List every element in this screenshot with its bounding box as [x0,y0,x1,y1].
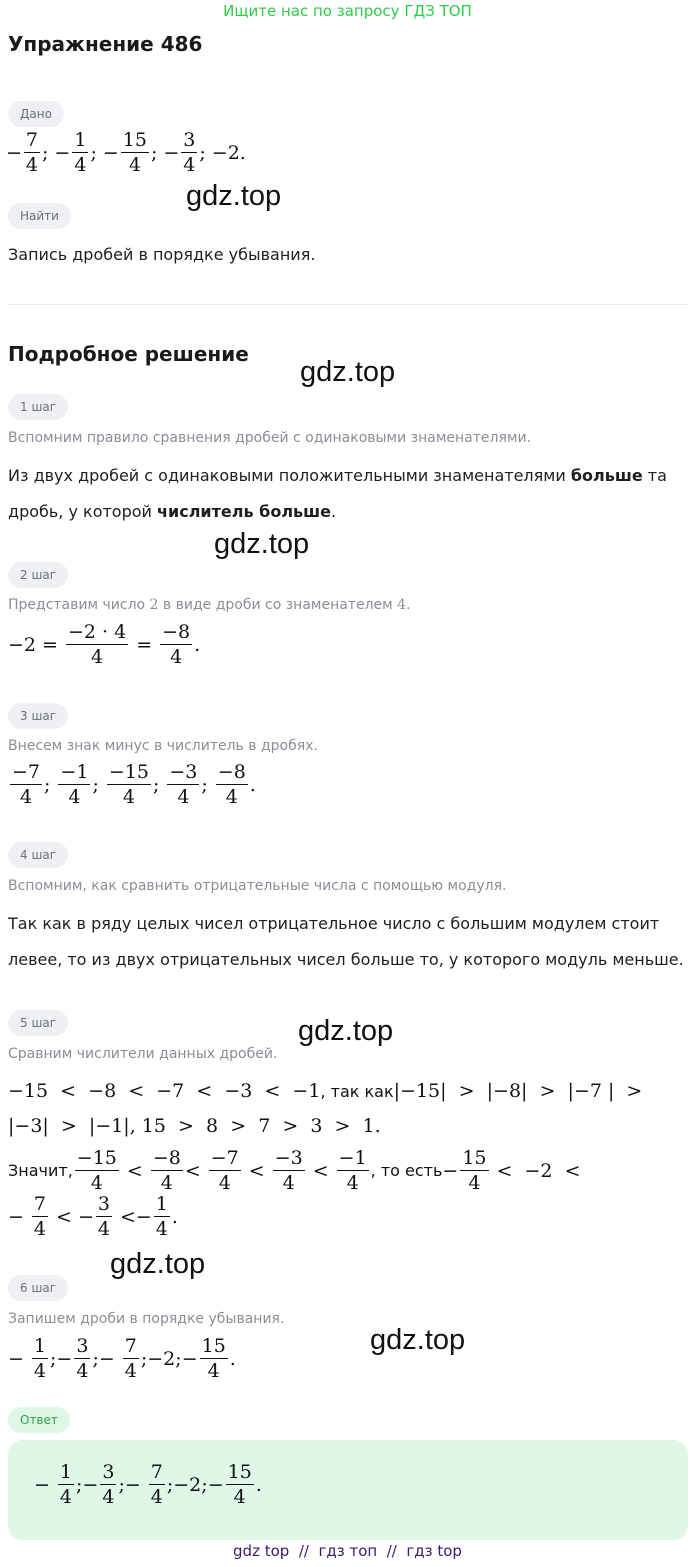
find-text: Запись дробей в порядке убывания. [8,245,316,264]
numerator: 15 [462,1147,487,1169]
step-pill: 5 шаг [8,1010,68,1036]
fraction [32,1194,48,1239]
step-1-label [8,394,68,420]
watermark: gdz.top [214,528,310,560]
watermark: gdz.top [110,1248,206,1280]
fraction [460,1148,488,1193]
solution-title: Подробное решение [8,342,249,366]
step-3-label [8,703,68,729]
fraction [337,1148,369,1193]
step-2-label [8,562,68,588]
minus-sign: − [181,1347,198,1370]
step-6-hint: Запишем дроби в порядке убывания. [8,1311,285,1327]
step-4-label [8,842,68,868]
minus-sign: − [442,1159,459,1182]
dot: . [255,1473,262,1496]
denominator: 4 [170,646,183,668]
fraction [32,1336,48,1381]
separator: ; [201,1473,208,1496]
find-label [8,203,71,229]
denominator: 4 [225,786,238,808]
step-pill: 3 шаг [8,703,68,729]
minus-sign: − [124,1473,141,1496]
denominator: 4 [122,786,135,808]
numerator: −3 [169,761,198,783]
denominator: 4 [25,154,39,176]
minus-sign: − [8,1347,24,1370]
footer-links[interactable]: gdz top // гдз топ // гдз top [233,1542,462,1560]
numerator: 15 [227,1461,252,1483]
step-pill: 4 шаг [8,842,68,868]
fraction [10,762,42,807]
step-5-label [8,1010,68,1036]
denominator: 4 [124,1360,137,1382]
numerator: −1 [338,1147,367,1169]
numerator: 3 [76,1335,89,1357]
separator: ; [175,1347,182,1370]
fraction [273,1148,305,1193]
denominator: 4 [76,1360,89,1382]
step-5-hint: Сравним числители данных дробей. [8,1046,278,1062]
step-5-row-2 [8,1111,381,1141]
numerator: 3 [102,1461,115,1483]
step-3-hint: Внесем знак минус в числитель в дробях. [8,738,318,754]
separator: ; [90,141,97,164]
inequality: , 15 > 8 > 7 > 3 > 1. [129,1115,381,1137]
denominator: 4 [207,1360,220,1382]
separator: ; [150,141,158,164]
denominator: 4 [282,1172,295,1194]
fraction [160,622,192,667]
bold-text: больше [570,466,643,485]
denominator: 4 [91,646,104,668]
text: Из двух дробей с одинаковыми положительными знаменателями [8,466,571,485]
text: Значит, [8,1161,73,1180]
given-pill: Дано [8,101,64,127]
step-5-row-3 [8,1148,581,1193]
denominator: 4 [33,1218,47,1240]
separator: ; [50,1347,57,1370]
fraction [74,1336,90,1381]
fraction [107,762,151,807]
text: в виде дроби со знаменателем [158,597,398,613]
step-1-line-2 [8,493,336,530]
fraction [72,130,88,175]
less-than: < [119,1205,136,1228]
fraction [96,1194,112,1239]
fraction [121,130,149,175]
denominator: 4 [68,786,81,808]
numerator: −7 [12,761,41,783]
numerator: 7 [33,1193,47,1215]
numerator: −3 [274,1147,303,1169]
less-than: < [126,1159,143,1182]
fraction [123,1336,139,1381]
fraction [226,1462,254,1507]
denominator: 4 [102,1486,115,1508]
minus-sign: − [102,141,119,164]
bold-text: числитель больше [157,502,332,521]
watermark: gdz.top [298,1015,394,1047]
numerator: 7 [124,1335,137,1357]
numerator: 15 [122,129,147,151]
lhs: −2 = [8,633,58,656]
watermark: gdz.top [370,1324,466,1356]
denominator: 4 [128,154,141,176]
numerator: 7 [25,129,39,151]
minus-sign: − [98,1347,115,1370]
minus-sign: − [34,1473,50,1496]
fraction [181,130,197,175]
step-5-row-1 [8,1076,642,1106]
inequality: |−3| > |−1| [8,1115,130,1137]
separator: ; [92,1347,99,1370]
denominator: 4 [183,154,196,176]
numerator: 1 [33,1335,47,1357]
number: 2 [149,597,159,613]
denominator: 4 [218,1172,231,1194]
step-6-result [8,1336,236,1381]
denominator: 4 [346,1172,359,1194]
step-4-line-2: левее, то из двух отрицательных чисел больше то, у которого модуль меньше. [8,950,684,969]
numerator: −2 · 4 [67,621,127,643]
watermark: gdz.top [300,356,396,388]
denominator: 4 [33,1360,47,1382]
minus-two: −2. [211,141,246,164]
separator: ; [199,141,206,164]
fraction [100,1462,116,1507]
step-2-equation [8,622,200,667]
denominator: 4 [233,1486,246,1508]
minus-sign: − [6,141,22,164]
find-pill: Найти [8,203,71,229]
minus-sign: − [8,1205,24,1228]
denominator: 4 [74,154,87,176]
fraction [209,1148,241,1193]
step-1-line-1 [8,457,667,494]
dot: . [229,1347,236,1370]
denominator: 4 [59,1486,73,1508]
answer-result [34,1462,262,1507]
minus-sign: − [56,1347,73,1370]
numerator: 1 [155,1193,168,1215]
numerator: −7 [210,1147,239,1169]
separator: ; [76,1473,83,1496]
denominator: 4 [19,786,33,808]
numerator: 7 [150,1461,163,1483]
fraction [66,622,128,667]
fraction [216,762,248,807]
numerator: −8 [152,1147,181,1169]
minus-sign: − [207,1473,224,1496]
step-pill: 6 шаг [8,1275,68,1301]
less-than: < [184,1159,201,1182]
separator: ; [42,141,49,164]
fraction [167,762,199,807]
fraction [58,1462,74,1507]
dot: . [194,633,201,656]
given-fractions [6,130,246,175]
denominator: 4 [150,1486,163,1508]
answer-label [8,1407,70,1433]
numerator: −15 [76,1147,117,1169]
separator: ; [118,1473,125,1496]
text: . [406,597,411,613]
text: , то есть [370,1161,443,1180]
numerator: 3 [183,129,196,151]
watermark: gdz.top [186,180,282,212]
fraction [200,1336,228,1381]
step-2-hint [8,597,411,613]
separator: ; [140,1347,148,1370]
denominator: 4 [177,786,190,808]
text: дробь, у которой [8,502,158,521]
step-3-fractions [8,762,256,807]
step-4-hint: Вспомним, как сравнить отрицательные числа с помощью модуля. [8,878,507,894]
inequality: |−15| > |−8| > |−7 | > [393,1080,643,1102]
less-than: < [248,1159,265,1182]
page-title: Упражнение 486 [8,32,203,56]
separator: ; [152,773,160,796]
fraction [24,130,40,175]
minus-two: −2 [173,1473,202,1496]
text: Представим число [8,597,150,613]
numerator: −8 [162,621,191,643]
denominator: 4 [97,1218,110,1240]
less-than: < [56,1205,72,1228]
text: , так как [320,1081,394,1101]
text: . [331,502,337,521]
minus-sign: − [77,1205,94,1228]
fraction [151,1148,183,1193]
dot: . [249,773,256,796]
numerator: 1 [74,129,87,151]
number: 4 [397,597,407,613]
fraction [58,762,90,807]
step-pill: 1 шаг [8,394,68,420]
less-than: < [312,1159,329,1182]
given-label [8,101,64,127]
numerator: 3 [97,1193,110,1215]
denominator: 4 [155,1218,168,1240]
fraction [154,1194,170,1239]
step-6-label [8,1275,68,1301]
search-banner[interactable]: Ищите нас по запросу ГДЗ ТОП [223,2,472,20]
denominator: 4 [468,1172,481,1194]
step-pill: 2 шаг [8,562,68,588]
numerator: −15 [108,761,149,783]
minus-sign: − [82,1473,99,1496]
divider [8,304,688,305]
denominator: 4 [160,1172,173,1194]
separator: ; [166,1473,174,1496]
denominator: 4 [90,1172,103,1194]
step-1-hint: Вспомним правило сравнения дробей с одинаковыми знаменателями. [8,430,532,446]
numerator: −1 [60,761,89,783]
step-4-line-1: Так как в ряду целых чисел отрицательное число с большим модулем стоит [8,914,660,933]
minus-sign: − [135,1205,152,1228]
separator: ; [201,773,208,796]
separator: ; [44,773,51,796]
inequality: < −2 < [496,1159,581,1182]
inequality: −15 < −8 < −7 < −3 < −1 [8,1080,321,1102]
numerator: 1 [59,1461,73,1483]
minus-sign: − [54,141,71,164]
text: та [642,466,667,485]
minus-two: −2 [147,1347,176,1370]
separator: ; [92,773,99,796]
minus-sign: − [163,141,180,164]
step-5-row-4: − $\frac{7}{4}$ < − $\frac{3}{4}$ < − $\frac{1}{4}$ . [8,1193,178,1240]
answer-pill: Ответ [8,1407,70,1433]
equals: = [136,633,153,656]
fraction [75,1148,119,1193]
numerator: 15 [201,1335,226,1357]
fraction [149,1462,165,1507]
numerator: −8 [217,761,246,783]
